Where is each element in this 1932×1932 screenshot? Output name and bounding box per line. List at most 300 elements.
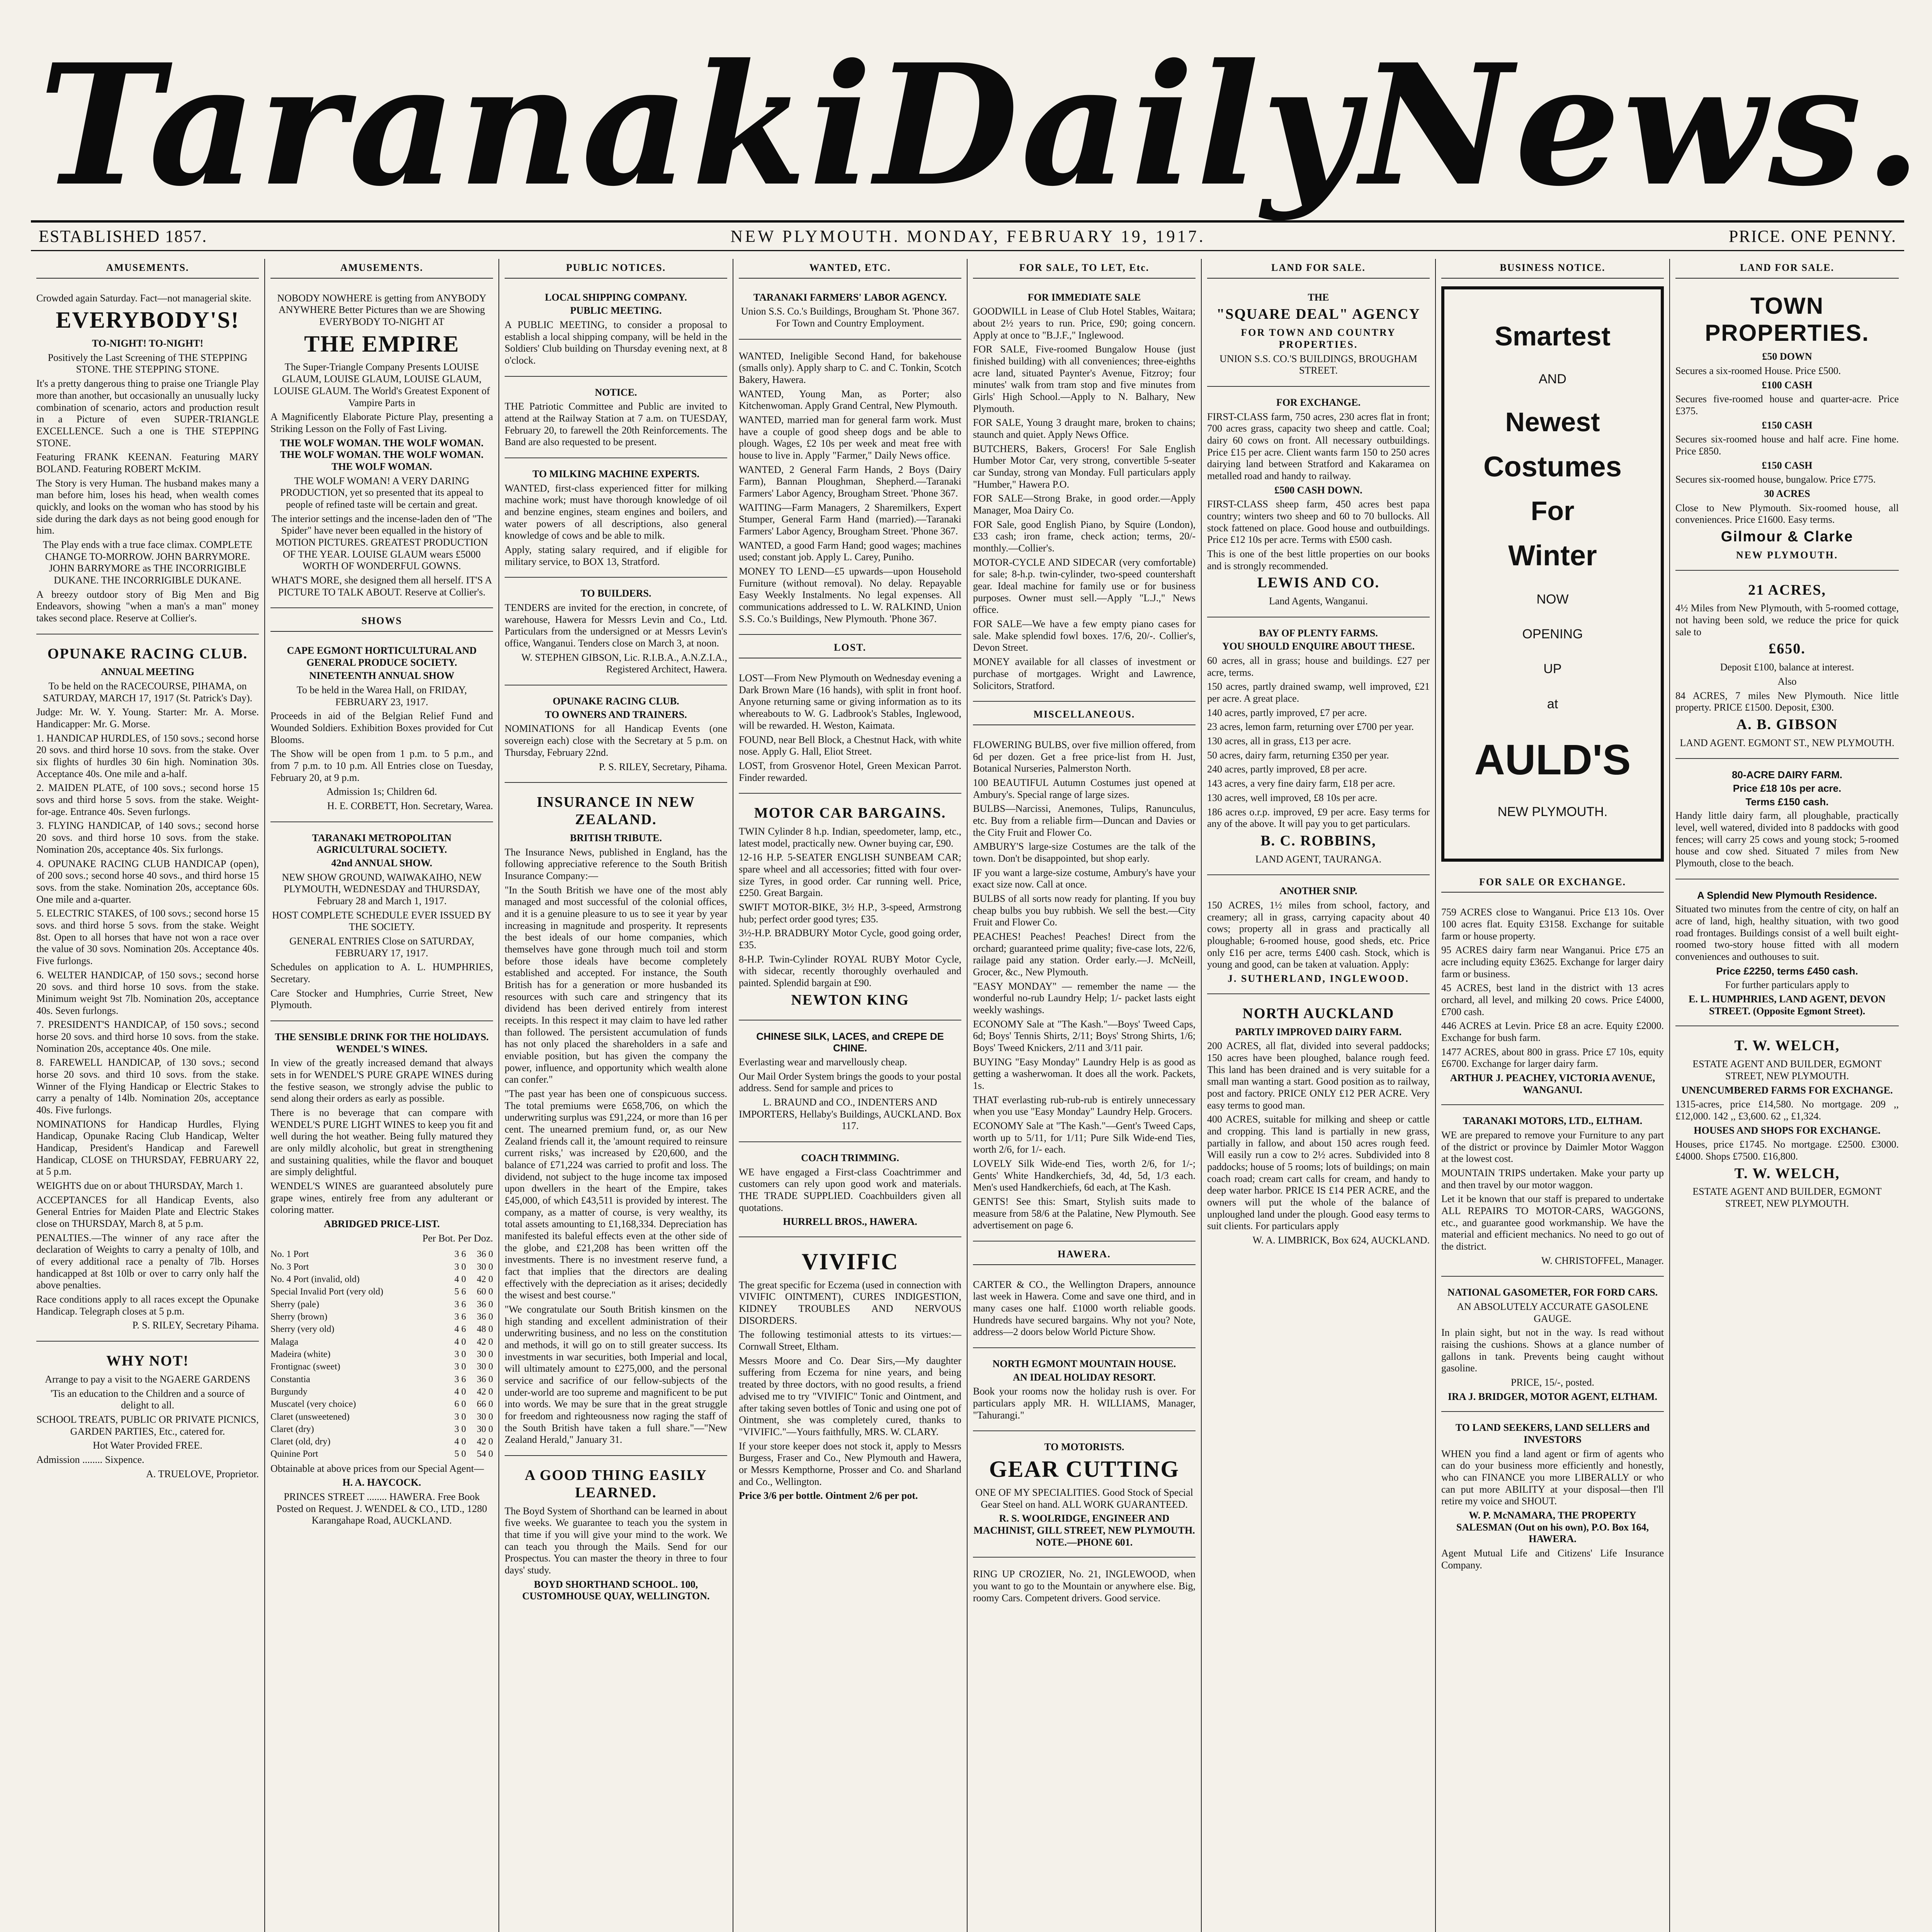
article-text: "The past year has been one of conspicuous success. The total premiums were £658,706, on which the underwriting surplus was £91,224, or more than 16 per cent. The unearned premium fund, or, as our New Zealand friends call it, the 'amount required to reinsure current risks,' was increased by £20,600, and the balance of £71,224 was carried to profit and loss. The dividend, not subject to the huge income tax imposed upon dwellers in the heart of the Empire, takes £45,000, of which £43,511 is provided by interest. The company, as a matter of course, is very wealthy, its total assets amounting to £1,168,334. Depreciation has manifested its baleful effects even at the other side of the globe, and £21,208 has been written off the investments. There is no investment reserve fund, a fact that implies that the directors are dealing effectively with the depreciation as it arises; decidedly the wisest and best course." [505,1088,727,1301]
dateline [31,220,1904,251]
advert-title: CAPE EGMONT HORTICULTURAL AND GENERAL PRODUCE SOCIETY. [287,645,477,668]
advert-text: FIRST-CLASS farm, 750 acres, 230 acres flat in front; 700 acres grass, capacity two sheep and cattle. Coal; dairy 60 cows on front. All necessary outbuildings. Price £15 per acre. Client wants farm 150 to 250 acres dairying land between Stratford and Kakaramea on metalled road and handy to railway. [1207,411,1430,481]
advert-word: UP [1543,662,1562,677]
listing-heading: £100 CASH [1762,379,1813,391]
everybodys-advert [36,286,259,634]
advert-text: Also [1777,675,1797,687]
price-cell-bot: 4 0 [454,1386,466,1397]
advert-text: A PUBLIC MEETING, to consider a proposal to establish a local shipping company, will be held in the Soldiers' Club building on Thursday evening next, at 8 o'clock. [505,319,727,366]
column-heading: WANTED, ETC. [739,259,961,279]
advert-signature: T. W. WELCH, [1734,1165,1840,1182]
advert-text: 6. WELTER HANDICAP, of 150 sovs.; second horse 20 sovs. and third horse 10 sovs. from the stake. Minimum weight 9st 7lb. Nomination 20s, acceptance 40s. Seven furlongs. [36,969,259,1016]
classified-ad: FOR SALE, Young 3 draught mare, broken to chains; staunch and quiet. Apply News Office. [973,417,1196,440]
price-row [270,1323,493,1335]
price-cell-bot: 3 0 [454,1424,466,1434]
advert-signature: R. S. WOOLRIDGE, ENGINEER AND MACHINIST, GILL STREET, NEW PLYMOUTH. NOTE.—PHONE 601. [973,1513,1195,1548]
advert-text: Our Mail Order System brings the goods to your postal address. Send for sample and prices to [739,1070,961,1094]
price-cell-bot: 4 0 [454,1437,466,1447]
price-cell-name: Frontignac (sweet) [270,1362,340,1372]
advert-signature: J. SUTHERLAND, INGLEWOOD. [1227,973,1410,985]
price-cell-doz: 30 0 [477,1412,493,1422]
advert-text: In view of the greatly increased demand that always sets in for WENDEL'S PURE GRAPE WINES during the festive season, we strongly advise the public to send along their orders as early as possible. [270,1057,493,1104]
advert-text: THE Patriotic Committee and Public are invited to attend at the Railway Station at 7 a.m. on TUESDAY, February 20, to farewell the 20th Reinforcements. The Band are also requested to be present. [505,401,727,448]
price-cell-name: Claret (old, dry) [270,1437,331,1447]
advert-text: WE are prepared to remove your Furniture to any part of the district or province by Daimler Motor Waggon at the lowest cost. [1441,1129,1664,1165]
advert-text: 84 ACRES, 7 miles New Plymouth. Nice little property. PRICE £1500. Deposit, £300. [1675,690,1899,713]
column-8 [1670,259,1904,1932]
advert-subtitle: YOU SHOULD ENQUIRE ABOUT THESE. [1222,641,1415,652]
ngaere-gardens-advert [36,1345,259,1489]
advert-subtitle: NINETEENTH ANNUAL SHOW [309,670,454,682]
advert-text: GENERAL ENTRIES Close on SATURDAY, FEBRUARY 17, 1917. [289,935,474,959]
labor-agency-advert [739,286,961,340]
price-cell-name: Sherry (pale) [270,1299,319,1310]
column-heading: LAND FOR SALE. [1207,259,1430,279]
column-heading: BUSINESS NOTICE. [1441,259,1664,279]
advert-signature: Gilmour & Clarke [1721,529,1854,545]
column-heading: AMUSEMENTS. [36,259,259,279]
advert-text: A breezy outdoor story of Big Men and Big Endeavors, showing "when a man's a man" money takes second place. Reserve at Collier's. [36,588,259,624]
advert-text: Arrange to pay a visit to the NGAERE GARDENS [45,1373,250,1385]
advert-title: T. W. WELCH, [1734,1037,1840,1054]
advert-text: THE WOLF WOMAN! A VERY DARING PRODUCTION, yet so presented that its appeal to people of refined taste will be certain and great. [280,475,483,510]
advert-location: NEW PLYMOUTH. [1497,804,1608,820]
advert-text: WENDEL'S WINES are guaranteed absolutely pure grape wines, entirely free from any adulterant or coloring matter. [270,1180,493,1216]
price-cell-name: Malaga [270,1337,298,1347]
motor-car-bargains-advert [739,798,961,1020]
classified-ad: WANTED, 2 General Farm Hands, 2 Boys (Dairy Farm), Bannan Ploughman, Shepherd.—Taranaki Farmers' Labor Agency, Brougham Street. 'Phone 367. [739,464,961,499]
masthead [31,15,1924,223]
mountain-house-advert [973,1352,1196,1431]
section-subheading: HOUSES AND SHOPS FOR EXCHANGE. [1694,1124,1881,1136]
advert-text: FIRST-CLASS sheep farm, 450 acres best papa country; winters two sheep and 60 to 70 bullocks. All stock fattened on place. Good house and outbuildings. Price £12 10s per acre. Terms with £500 cash. [1207,498,1430,546]
advert-text: Admission 1s; Children 6d. [326,786,437,798]
listing-heading: £50 DOWN [1762,351,1812,362]
price-cell-doz: 30 0 [477,1349,493,1359]
price-row [270,1398,493,1410]
advert-text: WEIGHTS due on or about THURSDAY, March 1. [36,1180,243,1191]
advert-subtitle: 42nd ANNUAL SHOW. [331,857,432,869]
advert-signature: W. P. McNAMARA, THE PROPERTY SALESMAN (Out on his own), P.O. Box 164, HAWERA. [1456,1510,1649,1545]
advert-text: Book your rooms now the holiday rush is over. For particulars apply MR. H. WILLIAMS, Manager, "Tahurangi." [973,1386,1196,1421]
advert-title: A Splendid New Plymouth Residence. [1697,889,1877,901]
classified-ad: PEACHES! Peaches! Peaches! Direct from the orchard; guaranteed prime quality; five-case lots, 22/6, railage paid any station. Order early.—J. McNeill, Grocer, &c., New Plymouth. [973,930,1196,978]
advert-title: COACH TRIMMING. [801,1152,899,1163]
column-4 [733,259,968,1932]
price-cell-bot: 4 6 [454,1324,466,1335]
section-subheading: FOR IMMEDIATE SALE [1027,291,1141,303]
price-cell-doz: 66 0 [477,1399,493,1410]
advert-title: CHINESE SILK, LACES, and CREPE DE CHINE. [756,1030,944,1054]
advert-text: Judge: Mr. W. Y. Young. Starter: Mr. A. Morse. Handicapper: Mr. G. Morse. [36,706,259,730]
advert-text: Everlasting wear and marvellously cheap. [739,1056,907,1068]
advert-signature: NEWTON KING [791,992,909,1008]
newspaper-page [31,15,1924,1932]
advert-title: TO BUILDERS. [580,588,651,599]
price-cell-bot: 4 0 [454,1274,466,1285]
advert-title: TO LAND SEEKERS, LAND SELLERS and INVESTORS [1455,1422,1650,1446]
another-snip-advert [1207,879,1430,994]
wine-price-table [270,1248,493,1460]
classified-ad: FOUND, near Bell Block, a Chestnut Hack, with white nose. Apply G. Hall, Eliot Street. [739,734,961,757]
advert-text: ACCEPTANCES for all Handicap Events, also General Entries for Maiden Plate and Electric Stakes close on THURSDAY, March 8, at 5 p.m. [36,1194,259,1229]
advert-word: For [1531,496,1575,526]
advert-signature-sub: LAND AGENT, TAURANGA. [1255,853,1382,865]
classified-ad: CARTER & CO., the Wellington Drapers, announce last week in Hawera. Come and save one third, and in many cases one half. £1000 worth reliable goods. Hundreds have secured bargains. Why not you? Note, address—2 doors below World Picture Show. [973,1279,1196,1338]
column-heading: LAND FOR SALE. [1675,259,1899,279]
advert-title: EVERYBODY'S! [56,307,240,333]
masthead-word-3: News. [1361,28,1924,223]
advert-signature: P. S. RILEY, Secretary, Pihama. [599,761,727,772]
advert-title: THE SENSIBLE DRINK FOR THE HOLIDAYS. WENDEL'S WINES. [275,1031,489,1054]
price-cell-bot: 3 0 [454,1262,466,1272]
advert-text: NOBODY NOWHERE is getting from ANYBODY ANYWHERE Better Pictures than we are Showing EVERYBODY TO-NIGHT AT [277,292,486,328]
advert-text: The Super-Triangle Company Presents LOUISE GLAUM, LOUISE GLAUM, LOUISE GLAUM, LOUISE GLAUM. The World's Greatest Exponent of Vampire Parts in [274,361,490,408]
listing-item: Secures six-roomed house and half acre. Fine home. Price £850. [1675,434,1899,457]
section-heading: LOST. [739,639,961,658]
listing-item: Secures six-roomed house, bungalow. Price £775. [1675,474,1876,485]
listing-item: 140 acres, partly improved, £7 per acre. [1207,707,1367,718]
advert-text: Positively the Last Screening of THE STEPPING STONE. THE STEPPING STONE. [48,352,248,375]
price-cell-doz: 42 0 [477,1337,493,1347]
crozier-advert [973,1561,1196,1613]
price-cell-doz: 36 0 [477,1374,493,1384]
advert-signature-sub: Land Agents, Wanganui. [1269,595,1368,607]
price-row [270,1248,493,1260]
price-list-columns: Per Bot. Per Doz. [422,1232,493,1244]
price-cell-bot: 5 6 [454,1287,466,1297]
listing-item: 446 ACRES at Levin. Price £8 an acre. Equity £2000. Exchange for bush farm. [1441,1020,1664,1043]
classified-ad: ECONOMY Sale at "The Kash."—Boys' Tweed Caps, 6d; Boys' Tennis Shirts, 2/11; Boys' Strong Shirts, 1/6; Boys' Tweed Knickers, 2/11 and 3/11 pair. [973,1018,1196,1053]
advert-title: TARANAKI METROPOLITAN AGRICULTURAL SOCIETY. [312,832,452,855]
advert-text: 7. PRESIDENT'S HANDICAP, of 150 sovs.; second horse 20 sovs. and third horse 10 sovs. from the stake. Nomination 20s, acceptance 40s. One mile. [36,1019,259,1054]
listing-item: 150 acres, partly drained swamp, well improved, £21 per acre. A great place. [1207,681,1430,704]
advert-text: Messrs Moore and Co. Dear Sirs,—My daughter suffering from Eczema for nine years, and being treated by three doctors, with no good results, a friend advised me to try "VIVIFIC" Tonic and Ointment, and after taking seven bottles of Tonic and using one pot of Ointment, she was completely cured, thanks to "VIVIFIC."—Yours faithfully, MRS. W. CLARY. [739,1355,961,1437]
advert-text: PENALTIES.—The winner of any race after the declaration of Weights to carry a penalty of 10lb, and of every additional race a penalty of 7lb. Horses handicapped at 8st 10lb or over to carry only half the above penalties. [36,1232,259,1291]
column-5 [968,259,1202,1932]
advert-text: PRINCES STREET ........ HAWERA. Free Book Posted on Request. J. WENDEL & CO., LTD., 1280 Karangahape Road, AUCKLAND. [276,1491,487,1526]
classified-ad: BULBS—Narcissi, Anemones, Tulips, Ranunculus, etc. Buy from a reliable firm—Duncan and Davies or the City Fruit and Flower Co. [973,803,1196,838]
advert-brand: AULD'S [1474,736,1631,784]
listing-item: 23 acres, lemon farm, returning over £700 per year. [1207,721,1414,733]
advert-subtitle: TO-NIGHT! TO-NIGHT! [92,338,204,349]
listing-item: 143 acres, a very fine dairy farm, £18 per acre. [1207,778,1395,789]
price-cell-bot: 3 0 [454,1412,466,1422]
classified-ad: FOR Sale, good English Piano, by Squire (London), £33 cash; iron frame, check action; terms, 20/- monthly.—Collier's. [973,519,1196,554]
price-cell-bot: 3 6 [454,1374,466,1384]
milking-machine-notice [505,462,727,578]
price-cell-name: Claret (dry) [270,1424,314,1434]
article-text: "We congratulate our South British kinsmen on the high standing and excellent administration of their underwriting business, and no less on the constitution and methods, it will go on to still greater success. Its investments in war securities, both Imperial and local, will ultimately amount to £275,000, and the personal service and sacrifice of our fellow-subjects of the under-world are too supreme and magnificent to be put into words. We may be sure that in the great struggle for freedom and righteousness now raging the staff of the South British have taken a full share."—"New Zealand Herald," January 31. [505,1304,727,1446]
advert-text: 1315-acres, price £14,580. No mortgage. 209 ,, £12,000. 142 ,, £3,600. 62 ,, £1,324. [1675,1099,1899,1122]
listing-item: 240 acres, partly improved, £8 per acre. [1207,764,1367,775]
classified-ad: BUYING "Easy Monday" Laundry Help is as good as getting a washerwoman. It does all the work. Packets, 1s. [973,1056,1196,1091]
listing-item: 130 acres, all in grass, £13 per acre. [1207,735,1351,747]
price-row [270,1373,493,1386]
taranaki-motors-advert [1441,1109,1664,1277]
advert-text: WANTED, first-class experienced fitter for milking machine work; must have thorough knowledge of oil and benzine engines, steam engines and boilers, and water powers of all descriptions, also general knowledge of cows and be able to milk. [505,482,727,541]
advert-subtitle: PUBLIC MEETING. [570,305,662,316]
aulds-costumes-advert [1441,286,1664,862]
advert-title: £500 CASH DOWN. [1274,484,1362,496]
advert-title: FOR EXCHANGE. [1276,396,1361,408]
classified-ad: MONEY available for all classes of investment or purchase of mortgages. Wright and Lawrence, Solicitors, Stratford. [973,656,1196,691]
advert-text: THE WOLF WOMAN. THE WOLF WOMAN. THE WOLF WOMAN. THE WOLF WOMAN. THE WOLF WOMAN. [280,437,484,472]
price-cell-bot: 3 6 [454,1299,466,1310]
advert-text: Obtainable at above prices from our Special Agent— [270,1463,484,1474]
coach-trimming-advert [739,1146,961,1237]
advert-signature: BOYD SHORTHAND SCHOOL. 100, CUSTOMHOUSE QUAY, WELLINGTON. [522,1578,710,1602]
price-cell-doz: 42 0 [477,1386,493,1397]
advert-signature: IRA J. BRIDGER, MOTOR AGENT, ELTHAM. [1447,1391,1657,1402]
advert-text: Race conditions apply to all races except the Opunake Handicap. Telegraph closes at 5 p.m. [36,1294,259,1317]
advert-title: OPUNAKE RACING CLUB. [553,696,679,707]
listing-item: 759 ACRES close to Wanganui. Price £13 10s. Over 100 acres flat. Equity £3158. Exchange for suitable farm or house property. [1441,906,1664,942]
classified-ad: WAITING—Farm Managers, 2 Sharemilkers, Expert Stumper, General Farm Hand (married).—Taranaki Farmers' Labor Agency, Brougham Street. 'Phone 367. [739,502,961,537]
land-seekers-advert [1441,1416,1664,1580]
advert-title: A GOOD THING EASILY LEARNED. [525,1467,707,1501]
advert-text: To be held on the RACECOURSE, PIHAMA, on SATURDAY, MARCH 17, 1917 (St. Patrick's Day). [43,680,253,704]
advert-text: 4. OPUNAKE RACING CLUB HANDICAP (open), of 200 sovs.; second horse 40 sovs., and third horse 15 sovs. from the stake. Nomination 20s, acceptance 60s. One mile and a-quarter. [36,858,259,905]
advert-text: 8-H.P. Twin-Cylinder ROYAL RUBY Motor Cycle, with sidecar, recently thoroughly overhauled and painted. Splendid bargain at £90. [739,953,961,989]
advert-signature: P. S. RILEY, Secretary Pihama. [132,1320,259,1331]
advert-text: TENDERS are invited for the erection, in concrete, of warehouse, Hawera for Messrs Levin and Co., Ltd. Particulars from the undersigned or at Messrs Levin's office, Wanganui. Tenders close on March 3, at noon. [505,602,727,649]
classified-ad: LOVELY Silk Wide-end Ties, worth 2/6, for 1/-; Gents' White Handkerchiefs, 3d, 4d, 5d, 1/3 each. Men's used Handkerchiefs, 6d each, at The Kash. [973,1158,1196,1193]
article-subtitle: BRITISH TRIBUTE. [570,832,662,844]
advert-text: This is one of the best little properties on our books and is strongly recommended. [1207,548,1430,571]
price-cell-doz: 36 0 [477,1249,493,1260]
advert-text: 12-16 H.P. 5-SEATER ENGLISH SUNBEAM CAR; spare wheel and all accessories; fitted with four over-size Tyres, in good order. Car running well. Price, £250. Great Bargain. [739,852,961,899]
classified-ad: FOR SALE, Five-roomed Bungalow House (just finished building) with all conveniences; three-eighths acre land, situated Paynter's Avenue, Fitzroy; four minutes' walk from tram stop and five minutes from Girls' High School.—Apply to N. Balhary, New Plymouth. [973,344,1196,414]
listing-item: 186 acres o.r.p. improved, £9 per acre. Easy terms for any of the above. It will pay you to get particulars. [1207,806,1430,830]
article-text: The Insurance News, published in England, has the following appreciative reference to the South British Insurance Company:— [505,846,727,881]
price-row [270,1411,493,1423]
price-cell-name: Claret (unsweetened) [270,1412,350,1422]
advert-text: The Play ends with a true face climax. COMPLETE CHANGE TO-MORROW. JOHN BARRYMORE. JOHN BARRYMORE as THE INCORRIGIBLE DUKANE. THE INCORRIGIBLE DUKANE. [43,539,253,586]
classified-ad: "EASY MONDAY" — remember the name — the wonderful no-rub Laundry Help; 1/- packet lasts eight weekly washings. [973,980,1196,1015]
advert-text: The following testimonial attests to its virtues:— Cornwall Street, Eltham. [739,1329,961,1352]
advert-text: Schedules on application to A. L. HUMPHRIES, Secretary. [270,961,493,985]
price-cell-doz: 48 0 [477,1324,493,1335]
advert-text: TWIN Cylinder 8 h.p. Indian, speedometer, lamp, etc., latest model, practically new. Owner buying car, £90. [739,826,961,849]
price-row [270,1361,493,1373]
advert-text: The Show will be open from 1 p.m. to 5 p.m., and from 7 p.m. to 10 p.m. All Entries close on Tuesday, February 20, at 9 p.m. [270,748,493,783]
price-cell-doz: 30 0 [477,1262,493,1272]
advert-text: 3. FLYING HANDICAP, of 140 sovs.; second horse 20 sovs. and third horse 10 sovs. from the stake. Nomination 20s, acceptance 40s. Six furlongs. [36,820,259,855]
price-cell-name: Burgundy [270,1386,308,1397]
advert-text: In plain sight, but not in the way. Is read without raising the cushions. Shows at a glance number of gallons in tank. Prevents being caught without gasoline. [1441,1327,1664,1374]
sale-exchange-ads [1441,900,1664,1105]
advert-price: £650. [1769,641,1806,657]
advert-title: TOWN PROPERTIES. [1705,293,1869,346]
established-label: ESTABLISHED 1857. [39,226,207,246]
advert-text: Agent Mutual Life and Citizens' Life Insurance Company. [1441,1548,1664,1571]
advert-text: Deposit £100, balance at interest. [1720,662,1854,673]
column-1 [31,259,265,1932]
advert-word: NOW [1536,592,1569,607]
section-heading: FOR SALE OR EXCHANGE. [1441,873,1664,893]
advert-text: 1. HANDICAP HURDLES, of 150 sovs.; second horse 20 sovs. and third horse 10 sovs. from the stake. Over six flights of hurdles 30 6in high. Nomination 30s. Acceptance 40s. One mile and a-half. [36,732,259,779]
agent-name: H. A. HAYCOCK. [342,1477,421,1488]
advert-title: LOCAL SHIPPING COMPANY. [545,291,687,303]
shipping-company-notice [505,286,727,377]
price-list-heading: ABRIDGED PRICE-LIST. [323,1218,440,1230]
advert-subtitle: ANNUAL MEETING [101,666,194,678]
advert-text: Situated two minutes from the centre of city, on half an acre of land, high, healthy situation, with two good road frontages. Buildings consist of a well built eight-roomed two-story house fitted with all modern conveniences and outhouses to suit. [1675,903,1899,963]
advert-signature: LEWIS AND CO. [1257,575,1380,591]
builders-notice [505,582,727,685]
advert-title: NORTH AUCKLAND [1242,1005,1395,1022]
advert-price: Price £18 10s per acre. [1733,782,1842,794]
advert-signature-sub: NEW PLYMOUTH. [1736,549,1838,561]
price-cell-doz: 36 0 [477,1299,493,1310]
advert-title: ANOTHER SNIP. [1279,885,1357,897]
advert-text: RING UP CROZIER, No. 21, INGLEWOOD, when you want to go to the Mountain or anywhere else. Big, roomy Cars. Competent drivers. Good service. [973,1568,1196,1604]
column-heading: PUBLIC NOTICES. [505,259,727,279]
column-6 [1202,259,1436,1932]
classified-ad: FOR SALE—Strong Brake, in good order.—Apply Manager, Moa Dairy Co. [973,493,1196,516]
price-row [270,1273,493,1286]
advert-text: Care Stocker and Humphries, Currie Street, New Plymouth. [270,987,493,1011]
advert-signature: B. C. ROBBINS, [1260,832,1376,849]
advert-pretitle: THE [1308,291,1329,303]
price-cell-name: Madeira (white) [270,1349,331,1359]
price-cell-name: Constantia [270,1374,310,1384]
classified-ad: ECONOMY Sale at "The Kash."—Gent's Tweed Caps, worth up to 5/11, for 1/11; Pure Silk Wide-end Ties, worth 2/6, for 1/- each. [973,1120,1196,1155]
residence-advert [1675,883,1899,1027]
price-cell-bot: 6 0 [454,1399,466,1410]
section-subheading: TO MOTORISTS. [1044,1441,1124,1453]
advert-text: For further particulars apply to [1725,979,1849,991]
advert-text: Union S.S. Co.'s Buildings, Brougham St. 'Phone 367. For Town and Country Employment. [741,306,959,329]
price-cell-bot: 4 0 [454,1337,466,1347]
price-row [270,1423,493,1435]
cape-egmont-show-advert [270,639,493,822]
advert-signature: W. CHRISTOFFEL, Manager. [1541,1255,1664,1266]
vivific-advert [739,1241,961,1511]
advert-signature: E. L. HUMPHRIES, LAND AGENT, DEVON STREET. (Opposite Egmont Street). [1689,993,1886,1017]
advert-text: UNION S.S. CO.'S BUILDINGS, BROUGHAM STREET. [1219,353,1417,376]
classified-ad: WANTED, married man for general farm work. Must have a couple of good sheep dogs and be able to plough. Wages, £2 10s per week and meat free with house to live in. Apply "Farmer," Daily News office. [739,414,961,461]
price-cell-bot: 3 6 [454,1312,466,1322]
advert-text: Apply, stating salary required, and if eligible for military service, to BOX 13, Stratford. [505,544,727,567]
price-row [270,1448,493,1460]
advert-title: NOTICE. [595,386,637,398]
agricultural-show-advert [270,826,493,1021]
advert-text: 3½-H.P. BRADBURY Motor Cycle, good going order, £35. [739,927,961,951]
price-cell-doz: 30 0 [477,1424,493,1434]
column-heading: FOR SALE, TO LET, Etc. [973,259,1196,279]
miscellaneous-ads [973,732,1196,1242]
shorthand-advert [505,1460,727,1611]
classified-ad: AMBURY'S large-size Costumes are the talk of the town. Don't be disappointed, but shop early. [973,841,1196,864]
silk-advert [739,1024,961,1142]
article-text: "In the South British we have one of the most ably managed and most successful of the colonial offices, and it is a genuine pleasure to us to see it year by year increasing in magnitude and prosperity. It represents the best ideals of our home companies, which themselves have gone through much toil and storm before those ideals have become completely established and accepted. For instance, the South British has for a generation or more husbanded its resources with such care and stringency that its dividend has been derived entirely from interest receipts. In this respect it may claim to have led rather than followed. The persistent accumulation of funds has not only placed the shareholders in a safe and enviable position, but has given the company the power, influence, and opportunity which wealth alone can confer." [505,884,727,1085]
classified-ad: GOODWILL in Lease of Club Hotel Stables, Waitara; about 2½ years to run. Price, £90; going concern. Apply at once to "B.J.F.," Inglewood. [973,306,1196,341]
price-cell-name: No. 3 Port [270,1262,309,1272]
price-row [270,1311,493,1323]
price-row [270,1336,493,1348]
advert-text: The great specific for Eczema (used in connection with VIVIFIC OINTMENT), CURES INDIGESTION, KIDNEY TROUBLES AND NERVOUS DISORDERS. [739,1279,961,1326]
price-cell-bot: 5 0 [454,1449,466,1459]
advert-text: HOST COMPLETE SCHEDULE EVER ISSUED BY THE SOCIETY. [272,909,492,933]
listing-item: 60 acres, all in grass; house and buildings. £27 per acre, terms. [1207,655,1430,678]
listing-item: 1477 ACRES, about 800 in grass. Price £7 10s, equity £6700. Exchange for larger dairy farm. [1441,1046,1664,1070]
advert-text: It's a pretty dangerous thing to praise one Triangle Play more than another, but occasionally an unusually lucky combination of scenario, actors and production result in a Picture of even SUPER-TRIANGLE EXCELLENCE. Such a one is THE STEPPING STONE. [36,378,259,449]
advert-subtitle: FOR TOWN AND COUNTRY PROPERTIES. [1241,327,1396,350]
advert-signature: W. A. LIMBRICK, Box 624, AUCKLAND. [1252,1234,1430,1246]
price-row [270,1298,493,1311]
advert-signature: W. STEPHEN GIBSON, Lic. R.I.B.A., A.N.Z.I.A., Registered Architect, Hawera. [521,651,727,675]
classified-ad: WANTED, Young Man, as Porter; also Kitchenwoman. Apply Grand Central, New Plymouth. [739,388,961,412]
advert-text: NOMINATIONS for Handicap Hurdles, Flying Handicap, Opunake Racing Club Handicap, Welter Handicap, President's Handicap and Farewell Handicap, CLOSE on THURSDAY, FEBRUARY 22, at 5 p.m. [36,1118,259,1177]
advert-text: Handy little dairy farm, all ploughable, practically level, well watered, divided into 8 paddocks with good fences; will carry 25 cows and young stock; 5-roomed house and cow shed. Situated 7 miles from New Plymouth, close to the beach. [1675,810,1899,869]
wendels-wines-advert [270,1025,493,1536]
article-title: INSURANCE IN NEW ZEALAND. [537,794,695,828]
advert-text: Price 3/6 per bottle. Ointment 2/6 per pot. [739,1490,918,1502]
advert-signature: H. E. CORBETT, Hon. Secretary, Warea. [327,800,493,811]
advert-text: Houses, price £1745. No mortgage. £2500. £3000. £4000. Shops £7500. £16,800. [1675,1139,1899,1162]
price-row [270,1435,493,1448]
advert-signature-sub: ESTATE AGENT AND BUILDER, EGMONT STREET, NEW PLYMOUTH. [1692,1186,1882,1209]
section-heading: SHOWS [270,612,493,632]
opunake-racing-advert [36,638,259,1342]
classified-ad: MOTOR-CYCLE AND SIDECAR (very comfortable) for sale; 8-h.p. twin-cylinder, two-speed countershaft gear. Ideal machine for family use or for business purposes. Owner must sell.—Apply "L.J.," News office. [973,556,1196,616]
advert-text: Hot Water Provided FREE. [93,1440,202,1451]
advert-text: The Story is very Human. The husband makes many a man before him, loses his head, when wealth comes quickly, and looks on the woman who has stood by his side during the dark days as not being good enough for him. [36,477,259,536]
advert-text: Let it be known that our staff is prepared to undertake ALL REPAIRS TO MOTOR-CARS, WAGGONS, etc., and guarantee good workmanship. We have the material and efficient mechanics. No need to go out of the district. [1441,1193,1664,1252]
advert-title: OPUNAKE RACING CLUB. [47,645,248,662]
classified-ad: WANTED, Ineligible Second Hand, for bakehouse (smalls only). Apply sharp to C. and C. Tonkin, Scotch Bakery, Hawera. [739,350,961,386]
empire-advert [270,286,493,609]
advert-title: WHY NOT! [106,1353,189,1369]
advert-signature: HURRELL BROS., HAWERA. [783,1216,917,1228]
advert-word: OPENING [1522,627,1583,642]
price-cell-bot: 3 0 [454,1362,466,1372]
advert-text: PRICE, 15/-, posted. [1511,1377,1594,1388]
wanted-ads [739,344,961,635]
advert-signature: A. B. GIBSON [1736,716,1838,733]
advert-text: There is no beverage that can compare with WENDEL'S PURE LIGHT WINES to keep you fit and well during the hot weather. Being fully matured they are only mildly alcoholic, but great in strengthening and sustaining qualities, while the flavor and bouquet are simply delightful. [270,1107,493,1178]
advert-subtitle: AN ABSOLUTELY ACCURATE GASOLENE GAUGE. [1457,1301,1648,1324]
price-cell-name: Sherry (brown) [270,1312,328,1322]
advert-text: A Magnificently Elaborate Picture Play, presenting a Striking Lesson on the Folly of Fast Living. [270,411,493,434]
advert-text: WHEN you find a land agent or firm of agents who can do your business more efficiently and honestly, who can FINANCE you more LIBERALLY or who can put more ABILITY at your disposal—then I'll retire my voice and SHOUT. [1441,1448,1664,1507]
classified-ad: GENTS! See this: Smart, Stylish suits made to measure from 58/6 at the Palatine, New Plymouth. See advertisement on page 6. [973,1196,1196,1231]
classified-ad: FLOWERING BULBS, over five million offered, from 6d per dozen. Get a free price-list from H. Just, Botanical Nurseries, Palmerston North. [973,739,1196,774]
price-row [270,1348,493,1361]
listing-heading: £150 CASH [1762,419,1813,431]
advert-text: Crowded again Saturday. Fact—not managerial skite. [36,292,252,304]
price-cell-doz: 36 0 [477,1312,493,1322]
owners-trainers-notice [505,689,727,783]
listing-item: 130 acres, well improved, £8 10s per acre. [1207,792,1378,803]
advert-word: AND [1539,372,1566,387]
listing-heading: £150 CASH [1762,459,1813,471]
advert-price: Price £2250, terms £450 cash. [1716,965,1858,977]
section-heading: HAWERA. [973,1245,1196,1265]
column-7 [1436,259,1670,1932]
listing-heading: 30 ACRES [1764,488,1810,499]
advert-word: Smartest [1495,321,1611,351]
hawera-ads [973,1272,1196,1348]
advert-text: If your store keeper does not stock it, apply to Messrs Burgess, Fraser and Co., New Plymouth and Hawera, or Messrs Kempthorne, Prosser and Co. and Sharland and Co., Wellington. [739,1440,961,1487]
classified-ad: IF you want a large-size costume, Ambury's have your exact size now. Call at once. [973,867,1196,890]
price-row [270,1286,493,1298]
advert-signature: A. TRUELOVE, Proprietor. [146,1468,259,1480]
advert-text: Proceeds in aid of the Belgian Relief Fund and Wounded Soldiers. Exhibition Boxes provided for Cut Blooms. [270,710,493,745]
advert-word: Newest [1505,407,1600,437]
